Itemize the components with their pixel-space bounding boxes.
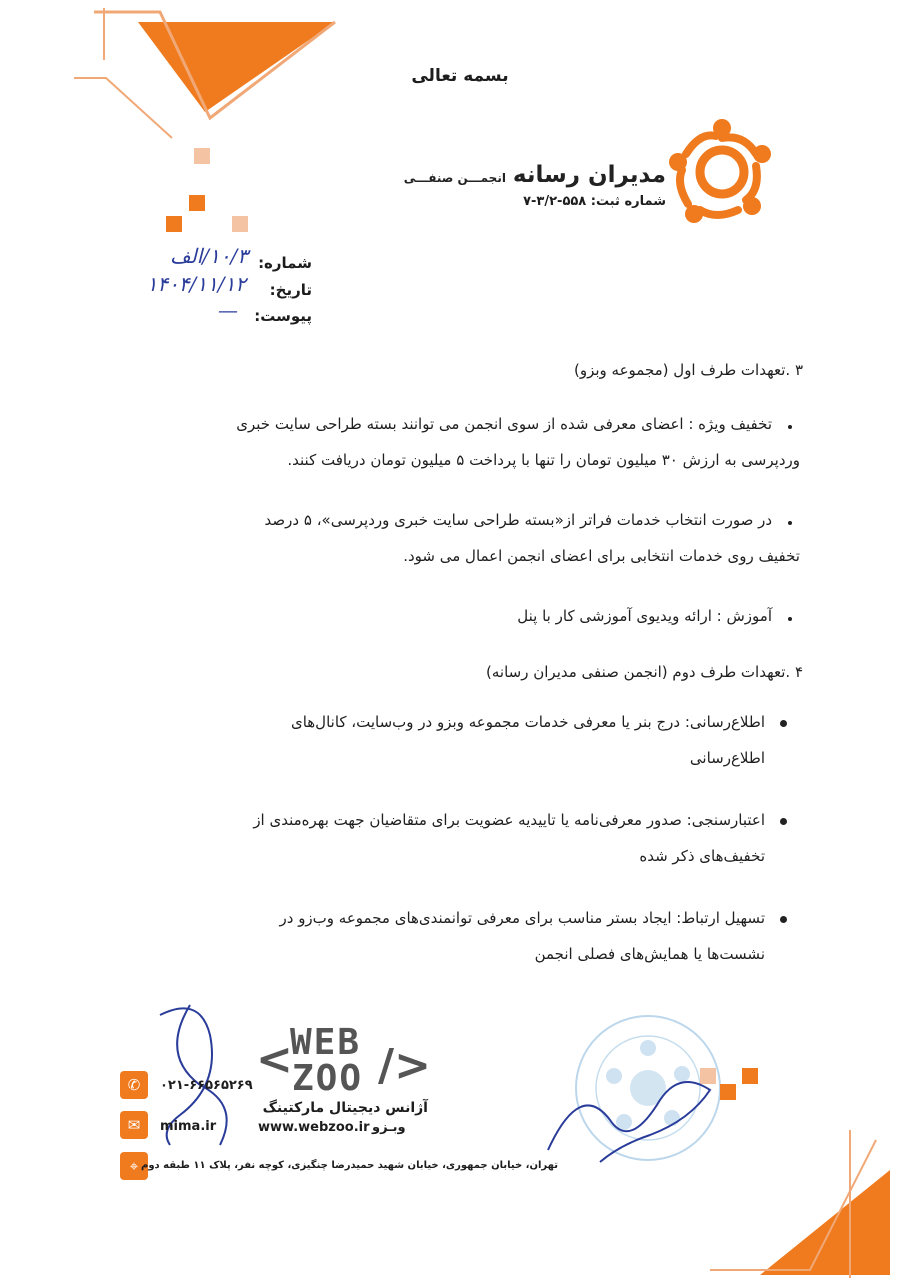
brand-line-zoo: ZOO [292,1058,364,1099]
list-item [133,900,793,972]
basmala: بسمه تعالی [411,66,509,86]
list-item-line: تخفیف ویژه : اعضای معرفی شده از سوی انجمن می توانند بسته طراحی سایت خبری [236,415,772,433]
brand-site: www.webzoo.ir [258,1120,370,1135]
list-item [100,502,800,596]
decor-square [232,216,248,232]
number-label: شماره: [258,254,312,272]
list-item-line: تخفیف روی خدمات انتخابی برای اعضای انجمن اعمال می شود. [403,547,800,565]
location-icon: ⌖ [120,1152,148,1180]
signature-icon [540,1040,730,1170]
registration-number: شماره ثبت: ۵۵۸-۳/۲-۷ [523,194,666,209]
date-label: تاریخ: [269,281,312,299]
section4-list [133,704,793,972]
phone-icon: ✆ [120,1071,148,1099]
brand-fa-title: آژانس دیجیتال مارکتینگ [262,1100,428,1116]
bullet [780,598,800,634]
section3-title: ۳ .تعهدات طرف اول (مجموعه وبزو) [573,361,803,379]
brand-chevron-left: < [256,1034,293,1085]
section3-list [100,406,800,634]
list-item-line: اطلاع‌رسانی: درج بنر یا معرفی خدمات مجموعه وبزو در وب‌سایت، کانال‌های [290,713,765,731]
bullet [780,502,800,538]
attachment-value: — [218,298,238,322]
brand-fa-name: وبـزو [372,1120,406,1135]
list-item [100,406,800,500]
address: تهران، خیابان جمهوری، خیابان شهید حمیدرضا چنگیزی، کوچه نفر، پلاک ۱۱ طبقه دوم [141,1160,558,1171]
mail-icon: ✉ [120,1111,148,1139]
list-item-line: نشست‌ها یا همایش‌های فصلی انجمن [534,945,765,963]
phone-number: ۰۲۱-۶۶۵۶۵۲۶۹ [160,1078,253,1093]
bullet [773,704,793,740]
brand-chevron-right: /> [378,1040,431,1091]
association-logo-icon [664,114,780,230]
list-item-line: تسهیل ارتباط: ایجاد بستر مناسب برای معرفی توانمندی‌های مجموعه وب‌زو در [279,909,765,927]
list-item-line: در صورت انتخاب خدمات فراتر از«بسته طراحی سایت خبری وردپرسی»، ۵ درصد [264,511,772,529]
list-item-line: آموزش : ارائه ویدیوی آموزشی کار با پنل [517,607,772,625]
brand-line-web: WEB [290,1022,362,1063]
attachment-label: پیوست: [254,307,312,325]
bullet [780,406,800,442]
decor-square [194,148,210,164]
list-item-line: اعتبارسنجی: صدور معرفی‌نامه یا تاییدیه عضویت برای متقاضیان جهت بهره‌مندی از [253,811,765,829]
list-item [133,802,793,894]
decor-square [166,216,182,232]
bullet [773,900,793,936]
date-value: ۱۴۰۴/۱۱/۱۲ [146,272,246,296]
list-item-line: اطلاع‌رسانی [689,749,765,767]
organization-name-prefix: انجمـــن صنفـــی [403,171,506,185]
decor-square [742,1068,758,1084]
corner-decoration [0,0,360,240]
organization-name [366,162,666,188]
organization-name-main: مدیران رسانه [512,162,666,188]
bullet [773,802,793,838]
decor-square [189,195,205,211]
list-item-line: تخفیف‌های ذکر شده [639,847,765,865]
section4-title: ۴ .تعهدات طرف دوم (انجمن صنفی مدیران رسانه) [486,663,803,681]
list-item [133,704,793,796]
email-address: mima.ir [160,1119,217,1134]
list-item-line: وردپرسی به ارزش ۳۰ میلیون تومان را تنها با پرداخت ۵ میلیون تومان دریافت کنند. [287,451,800,469]
list-item [100,598,800,634]
number-value: ۱۰/۳/الف [169,244,248,268]
